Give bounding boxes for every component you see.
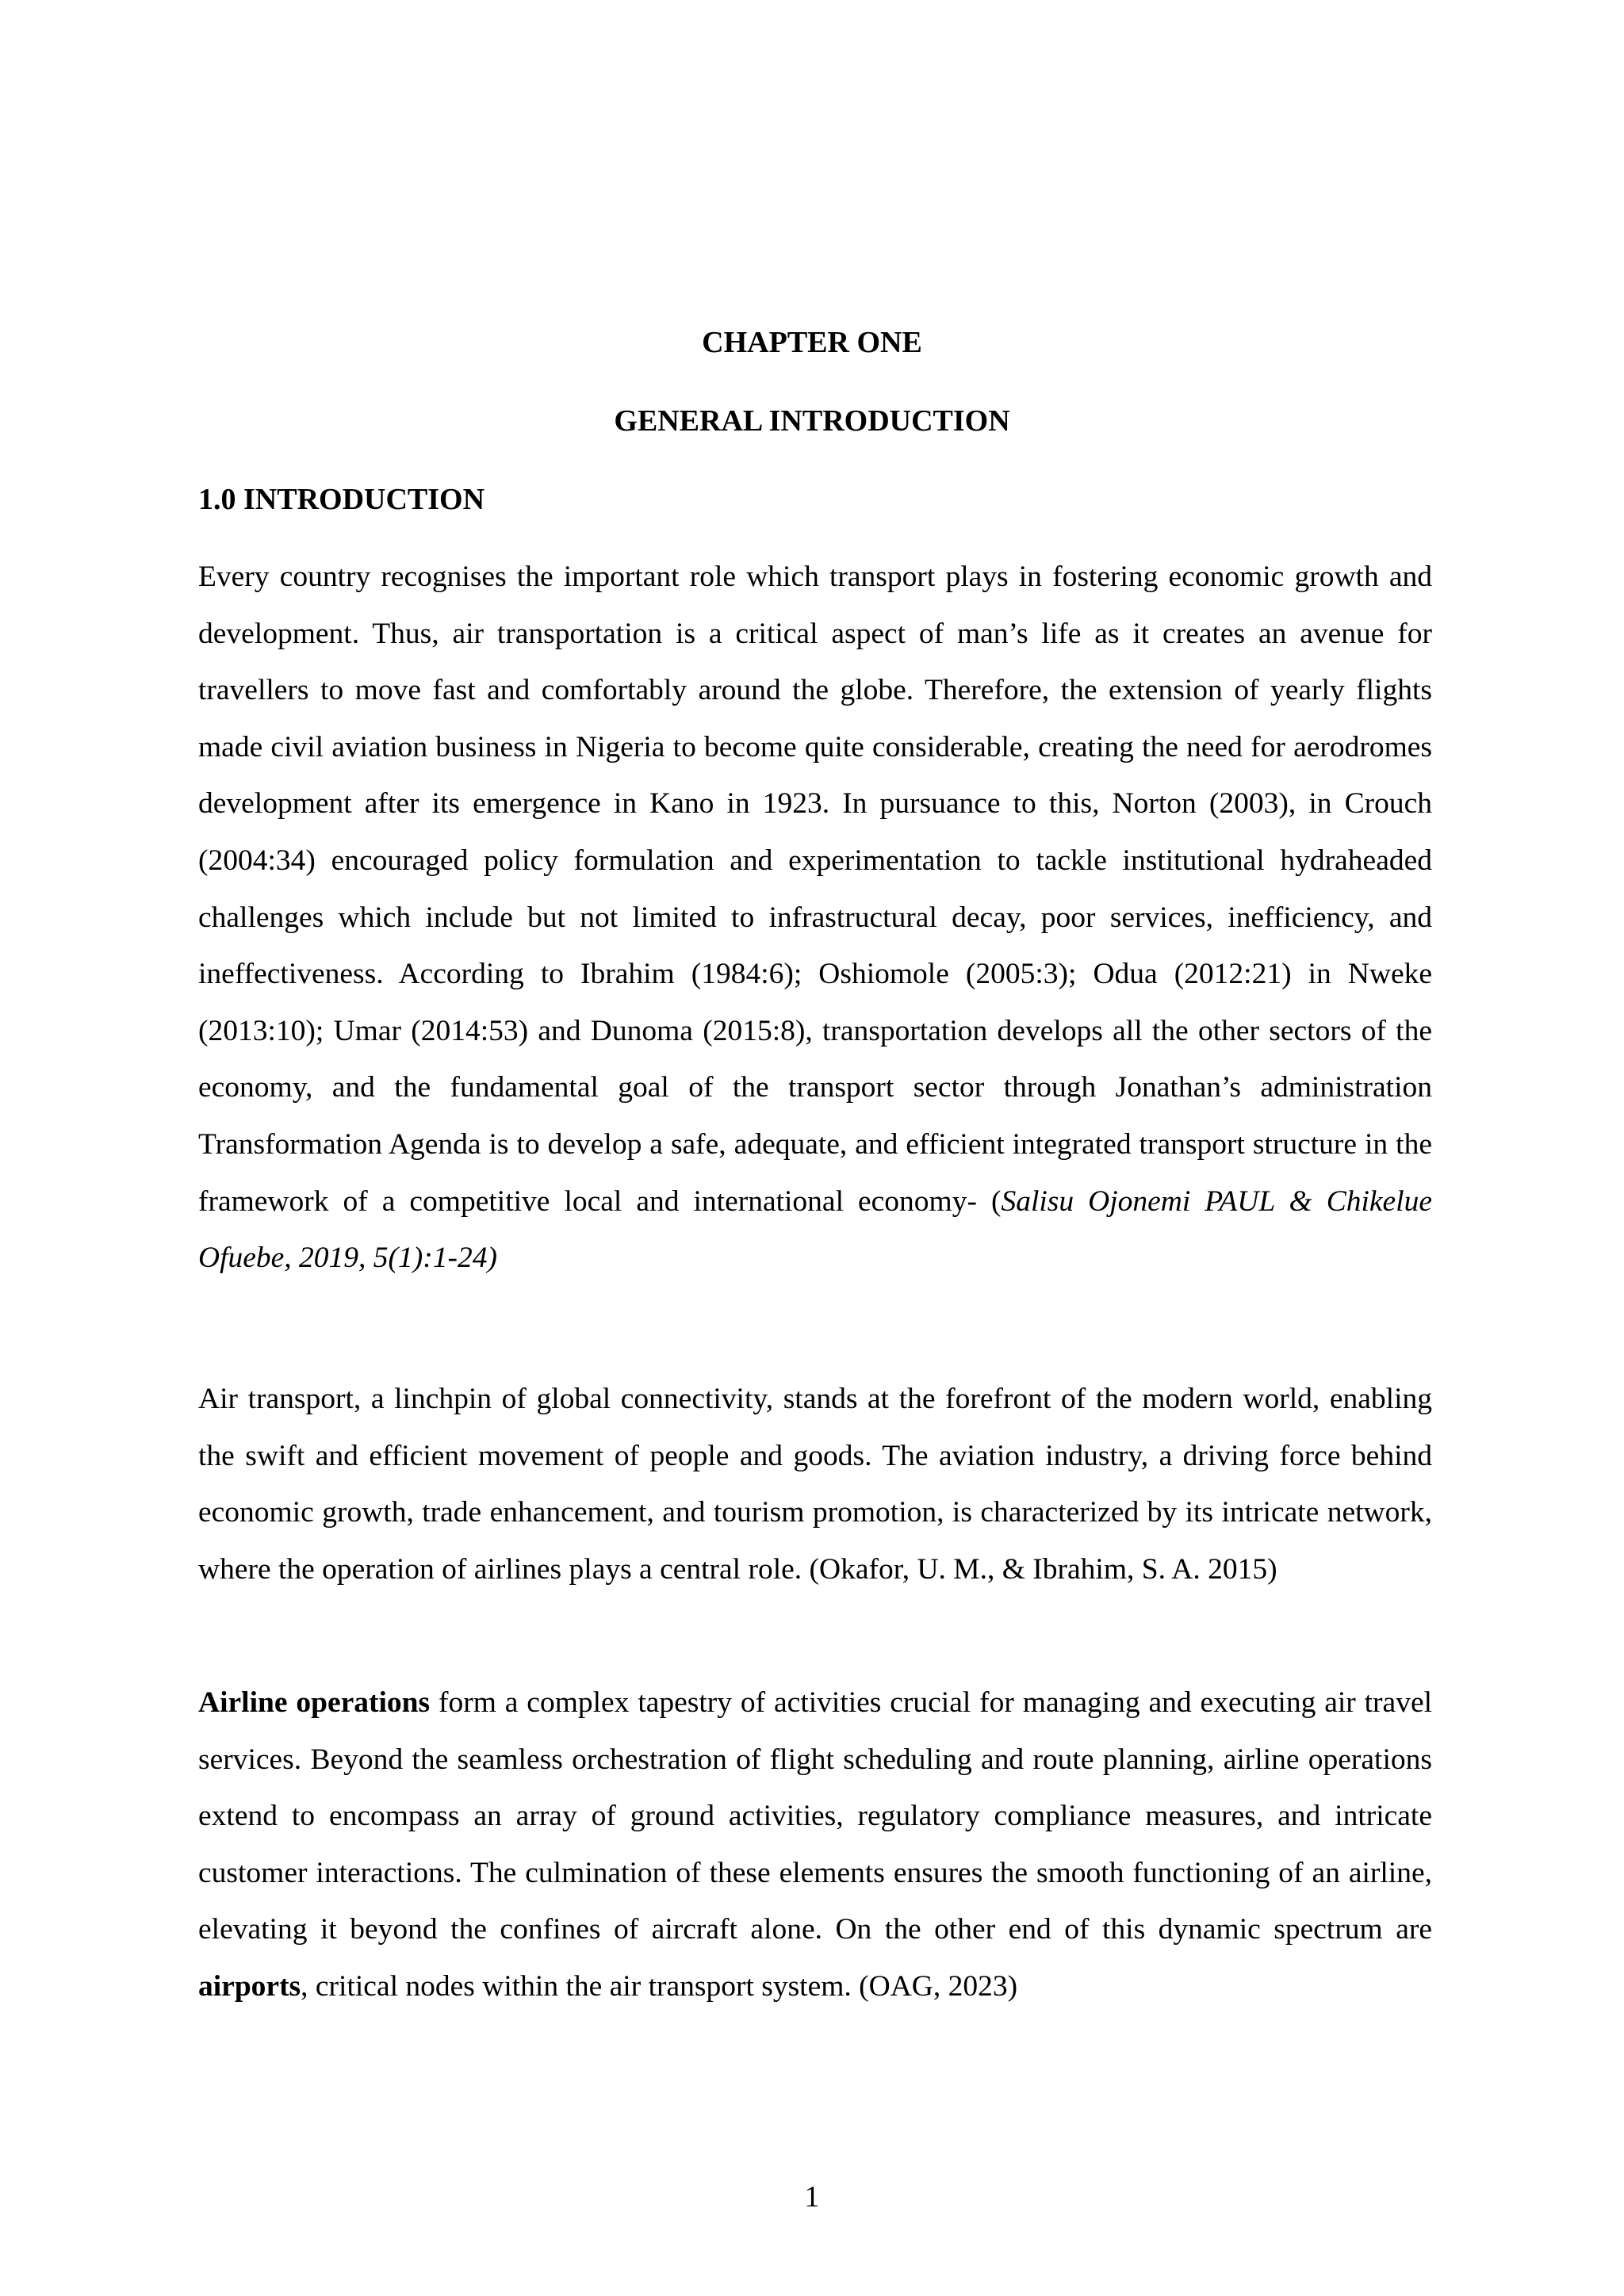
section-heading: 1.0 INTRODUCTION [198,483,485,516]
paragraph-1-text: Every country recognises the important role which transport plays in fostering economic growth and development. Thus, air transportation is a critical aspect of man’s life as it creates an avenue for travellers to move fast and comfortably around the globe. Therefore, the extension of yearly flights made civil aviation business in Nigeria to become quite considerable, creating the need for aerodromes development after its emergence in Kano in 1923. In pursuance to this, Norton (2003), in Crouch (2004:34) encouraged policy formulation and experimentation to tackle institutional hydraheaded challenges which include but not limited to infrastructural decay, poor services, inefficiency, and ineffectiveness. According to Ibrahim (1984:6); Oshiomole (2005:3); Odua (2012:21) in Nweke (2013:10); Umar (2014:53) and Dunoma (2015:8), transportation develops all the other sectors of the economy, and the fundamental goal of the transport sector through Jonathan’s administration Transformation Agenda is to develop a safe, adequate, and efficient integrated transport structure in the framework of a competitive local and international economy- ( [198,561,1432,1218]
paragraph-3-bold-term: airports [198,1969,301,2003]
chapter-title: GENERAL INTRODUCTION [614,404,1010,438]
chapter-label: CHAPTER ONE [702,326,922,359]
paragraph-1-citation: Salisu Ojonemi PAUL & Chikelue Ofuebe, 2019, 5(1):1-24) [198,1184,1432,1275]
paragraph-3-bold-lead: Airline operations [198,1686,431,1719]
page-number: 1 [804,2180,820,2214]
paragraph-3-text-a: form a complex tapestry of activities crucial for managing and executing air travel services. Beyond the seamless orchestration of flight scheduling and route planning, airline operations extend to encompass an array of ground activities, regulatory compliance measures, and intricate customer interactions. The culmination of these elements ensures the smooth functioning of an airline, elevating it beyond the confines of aircraft alone. On the other end of this dynamic spectrum are [198,1686,1433,1946]
paragraph-3 [198,1674,1432,2015]
paragraph-2-text: Air transport, a linchpin of global connectivity, stands at the forefront of the modern world, enabling the swift and efficient movement of people and goods. The aviation industry, a driving force behind economic growth, trade enhancement, and tourism promotion, is characterized by its intricate network, where the operation of airlines plays a central role. (Okafor, U. M., & Ibrahim, S. A. 2015) [198,1383,1432,1586]
paragraph-2 [198,1371,1432,1598]
paragraph-3-text-b: , critical nodes within the air transport system. (OAG, 2023) [301,1969,1018,2003]
paragraph-1 [198,549,1432,1287]
